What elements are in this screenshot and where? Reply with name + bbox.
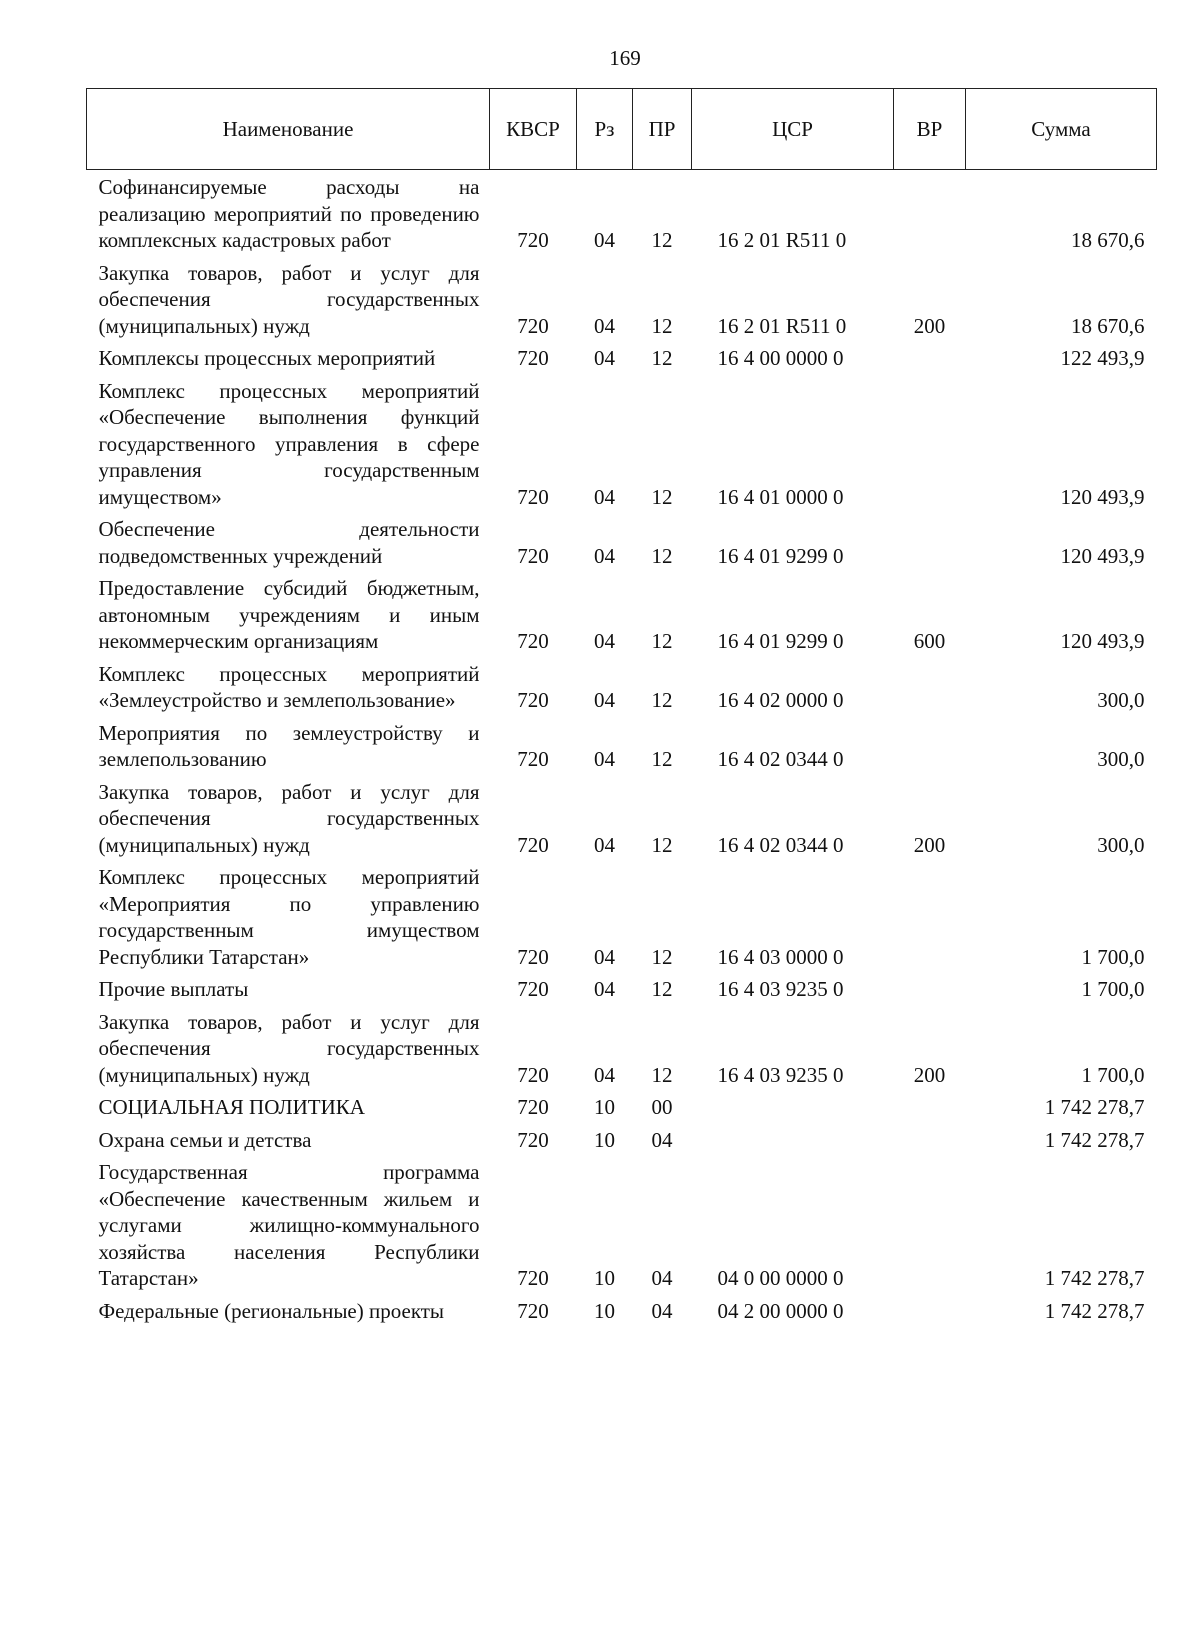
row-name: Комплексы процессных мероприятий <box>98 346 436 370</box>
row-kvsr: 720 <box>517 688 549 712</box>
header-kvsr: КВСР <box>490 89 577 170</box>
row-kvsr: 720 <box>517 1062 549 1087</box>
header-sum: Сумма <box>966 89 1157 170</box>
row-rz: 04 <box>594 228 615 252</box>
row-kvsr: 720 <box>517 1298 549 1323</box>
row-vr: 200 <box>913 313 946 338</box>
row-vr <box>894 1156 966 1295</box>
row-pr: 12 <box>651 346 673 370</box>
table-row <box>87 1091 1157 1124</box>
row-vr: 200 <box>913 1062 946 1087</box>
row-sum: 300,0 <box>1097 832 1145 857</box>
row-pr: 00 <box>651 1095 673 1119</box>
row-sum: 1 742 278,7 <box>1044 1266 1145 1290</box>
row-rz: 04 <box>594 346 615 370</box>
row-pr: 04 <box>651 1266 673 1290</box>
row-rz: 04 <box>594 832 615 857</box>
row-sum: 120 493,9 <box>1060 543 1145 568</box>
row-kvsr: 720 <box>517 543 549 568</box>
row-name: Предоставление субсидий бюджетным, автономным учреждениям и иным некоммерческим организациям <box>98 576 480 653</box>
row-name: Закупка товаров, работ и услуг для обеспечения государственных (муниципальных) нужд <box>98 1009 480 1087</box>
row-kvsr: 720 <box>517 313 549 338</box>
row-csr: 16 4 03 9235 0 <box>717 1062 844 1087</box>
row-rz: 04 <box>594 543 615 568</box>
row-pr: 12 <box>651 313 673 338</box>
row-name: Мероприятия по землеустройству и землепользованию <box>98 720 480 771</box>
row-kvsr: 720 <box>517 977 549 1001</box>
row-vr <box>894 513 966 572</box>
row-kvsr: 720 <box>517 832 549 857</box>
row-sum: 18 670,6 <box>1071 228 1145 252</box>
row-vr <box>894 342 966 375</box>
row-pr: 12 <box>651 543 673 568</box>
row-csr: 16 4 01 9299 0 <box>717 543 844 568</box>
row-rz: 04 <box>594 977 615 1001</box>
row-sum: 120 493,9 <box>1060 484 1145 509</box>
table-row <box>87 1124 1157 1157</box>
row-vr <box>894 658 966 717</box>
row-kvsr: 720 <box>517 346 549 370</box>
row-vr <box>894 717 966 776</box>
row-name: Софинансируемые расходы на реализацию мероприятий по проведению комплексных кадастровых работ <box>98 175 480 252</box>
row-csr: 16 2 01 R511 0 <box>717 313 847 338</box>
table-row <box>87 861 1157 973</box>
row-pr: 12 <box>651 629 673 653</box>
table-row <box>87 973 1157 1006</box>
table-row <box>87 1156 1157 1295</box>
table-row <box>87 717 1157 776</box>
row-pr: 12 <box>651 832 673 857</box>
row-sum: 120 493,9 <box>1060 629 1145 653</box>
table-row <box>87 513 1157 572</box>
row-sum: 122 493,9 <box>1060 346 1145 370</box>
row-rz: 10 <box>594 1298 615 1323</box>
row-pr: 12 <box>651 228 673 252</box>
row-vr <box>894 375 966 514</box>
header-vr: ВР <box>894 89 966 170</box>
row-name: Закупка товаров, работ и услуг для обеспечения государственных (муниципальных) нужд <box>98 260 480 338</box>
row-rz: 04 <box>594 944 615 969</box>
row-kvsr: 720 <box>517 1266 549 1290</box>
row-csr: 16 4 03 9235 0 <box>717 977 844 1001</box>
row-rz: 04 <box>594 484 615 509</box>
row-name: Обеспечение деятельности подведомственных учреждений <box>98 517 480 568</box>
row-csr: 16 4 02 0000 0 <box>717 688 844 712</box>
row-kvsr: 720 <box>517 484 549 509</box>
row-sum: 1 742 278,7 <box>1044 1127 1145 1152</box>
row-name: Охрана семьи и детства <box>98 1127 312 1152</box>
row-pr: 12 <box>651 1062 673 1087</box>
row-csr: 16 4 02 0344 0 <box>717 747 844 771</box>
row-sum: 1 700,0 <box>1081 944 1145 969</box>
row-pr: 04 <box>651 1298 673 1323</box>
row-name: Государственная программа «Обеспечение качественным жильем и услугами жилищно-коммунального хозяйства населения Республики Татарстан» <box>98 1160 480 1290</box>
row-pr: 12 <box>651 484 673 509</box>
row-csr: 16 4 03 0000 0 <box>717 944 844 969</box>
row-kvsr: 720 <box>517 629 549 653</box>
row-pr: 12 <box>651 688 673 712</box>
row-csr <box>692 1124 894 1157</box>
row-vr: 200 <box>913 832 946 857</box>
row-kvsr: 720 <box>517 228 549 252</box>
row-pr: 12 <box>651 977 673 1001</box>
row-csr: 16 4 01 9299 0 <box>717 629 844 653</box>
row-csr: 16 4 00 0000 0 <box>717 346 844 370</box>
table-header <box>87 89 1157 170</box>
table-row <box>87 572 1157 658</box>
table-row <box>87 1006 1157 1092</box>
row-sum: 1 742 278,7 <box>1044 1095 1145 1119</box>
row-vr <box>894 861 966 973</box>
row-kvsr: 720 <box>517 1095 549 1119</box>
row-rz: 04 <box>594 688 615 712</box>
header-csr: ЦСР <box>692 89 894 170</box>
row-sum: 1 742 278,7 <box>1044 1298 1145 1323</box>
row-name: Прочие выплаты <box>98 977 249 1001</box>
table-body <box>87 170 1157 1328</box>
page-number: 169 <box>609 46 641 70</box>
row-rz: 04 <box>594 1062 615 1087</box>
table-row <box>87 776 1157 862</box>
row-vr <box>894 973 966 1006</box>
row-csr: 16 4 02 0344 0 <box>717 832 844 857</box>
header-rz: Рз <box>577 89 633 170</box>
table-row <box>87 658 1157 717</box>
row-sum: 300,0 <box>1097 747 1145 771</box>
row-rz: 04 <box>594 747 615 771</box>
row-csr: 16 4 01 0000 0 <box>717 484 844 509</box>
row-kvsr: 720 <box>517 944 549 969</box>
row-vr <box>894 1124 966 1157</box>
row-name: Федеральные (региональные) проекты <box>98 1298 445 1323</box>
header-pr: ПР <box>633 89 692 170</box>
row-csr: 04 0 00 0000 0 <box>717 1266 844 1290</box>
table-row <box>87 170 1157 257</box>
row-csr: 16 2 01 R511 0 <box>717 228 847 252</box>
row-vr <box>894 170 966 257</box>
row-kvsr: 720 <box>517 747 549 771</box>
row-rz: 04 <box>594 629 615 653</box>
row-pr: 12 <box>651 944 673 969</box>
header-name: Наименование <box>87 89 490 170</box>
budget-table <box>86 88 1157 1327</box>
row-name: Комплекс процессных мероприятий «Землеустройство и землепользование» <box>98 661 480 712</box>
row-sum: 18 670,6 <box>1071 313 1145 338</box>
row-name: Комплекс процессных мероприятий «Обеспечение выполнения функций государственного управления в сфере управления государственным имуществом» <box>98 378 480 509</box>
row-name: СОЦИАЛЬНАЯ ПОЛИТИКА <box>98 1095 365 1119</box>
row-rz: 10 <box>594 1266 615 1290</box>
row-rz: 10 <box>594 1095 615 1119</box>
row-sum: 1 700,0 <box>1081 977 1145 1001</box>
row-pr: 12 <box>651 747 673 771</box>
row-sum: 1 700,0 <box>1081 1062 1145 1087</box>
table-row <box>87 342 1157 375</box>
row-kvsr: 720 <box>517 1127 549 1152</box>
row-name: Комплекс процессных мероприятий «Мероприятия по управлению государственным имуществом Республики Татарстан» <box>98 865 480 969</box>
table-row <box>87 1295 1157 1328</box>
row-vr <box>894 1295 966 1328</box>
row-pr: 04 <box>651 1127 673 1152</box>
row-sum: 300,0 <box>1097 688 1145 712</box>
table-row <box>87 257 1157 343</box>
row-csr: 04 2 00 0000 0 <box>717 1298 844 1323</box>
row-name: Закупка товаров, работ и услуг для обеспечения государственных (муниципальных) нужд <box>98 779 480 857</box>
row-vr: 600 <box>913 629 946 653</box>
table-row <box>87 375 1157 514</box>
row-rz: 04 <box>594 313 615 338</box>
row-csr <box>692 1091 894 1124</box>
row-vr <box>894 1091 966 1124</box>
row-rz: 10 <box>594 1127 615 1152</box>
